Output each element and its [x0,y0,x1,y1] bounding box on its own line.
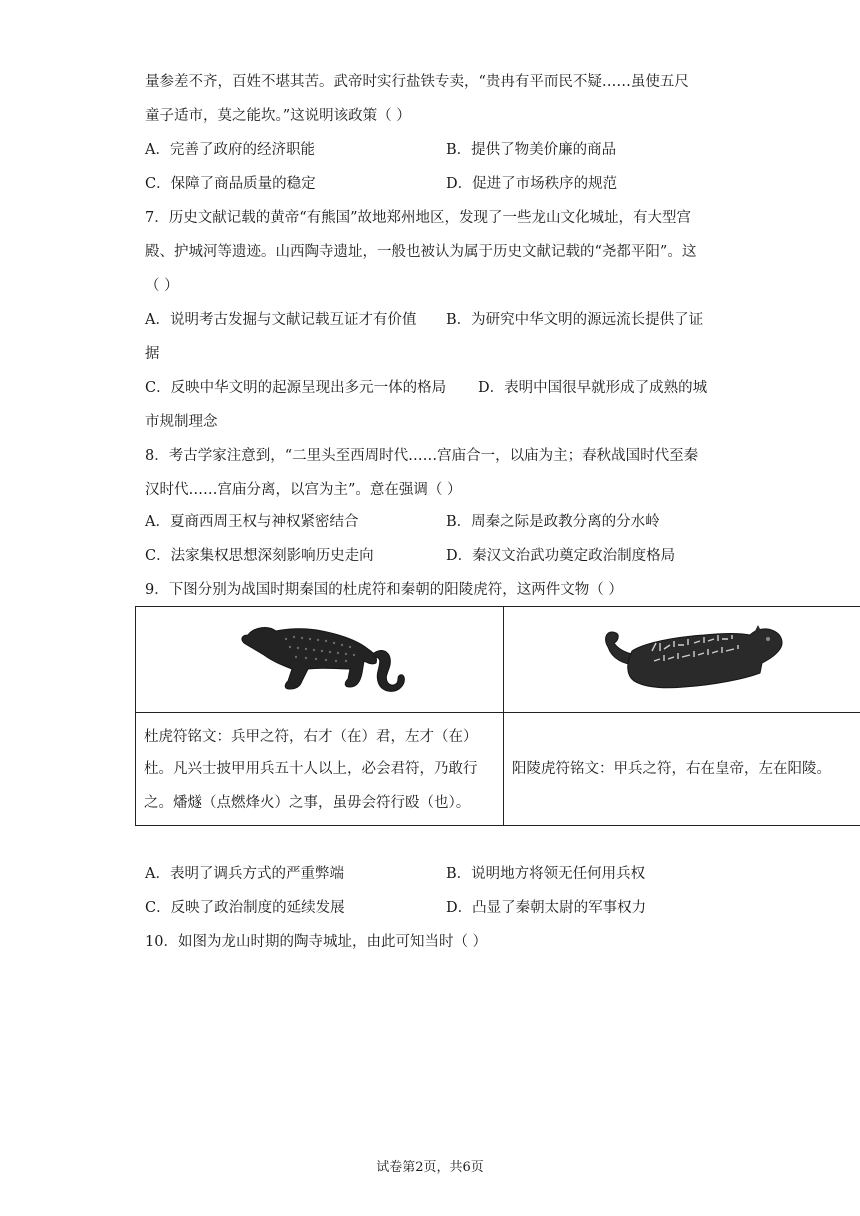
du-tiger-tally-inscription [136,713,504,826]
yangling-inscription-text: 阳陵虎符铭文：甲兵之符，右在皇帝，左在阳陵。 [512,761,831,777]
q6-stem-line1: 量参差不齐，百姓不堪其苦。武帝时实行盐铁专卖，“贵冉有平而民不疑……虽使五尺 [145,74,689,90]
q7-option-b-wrap: 据 [145,346,160,362]
q6-option-d: D．促进了市场秩序的规范 [446,176,618,192]
q8-option-d: D．秦汉文治武功奠定政治制度格局 [446,548,676,564]
q6-option-a: A．完善了政府的经济职能 [145,142,315,158]
q7-option-a: A．说明考古发掘与文献记载互证才有价值 [145,312,417,328]
q8-option-b: B．周秦之际是政教分离的分水岭 [446,514,660,530]
q7-stem-line2: 殿、护城河等遗迹。山西陶寺遗址，一般也被认为属于历史文献记载的“尧都平阳”。这 [145,244,697,260]
q9-option-d: D．凸显了秦朝太尉的军事权力 [446,900,647,916]
q7-stem-line1: 7．历史文献记载的黄帝“有熊国”故地郑州地区，发现了一些龙山文化城址，有大型宫 [145,210,692,226]
q7-option-b: B．为研究中华文明的源远流长提供了证 [446,312,704,328]
q9-option-a: A．表明了调兵方式的严重弊端 [145,866,344,882]
q8-stem-line1: 8．考古学家注意到，“二里头至西周时代……宫庙合一，以庙为主；春秋战国时代至秦 [145,448,699,464]
q9-option-b: B．说明地方将领无任何用兵权 [446,866,646,882]
q7-stem-line3: （ ） [145,278,179,294]
page-footer: 试卷第2页，共6页 [376,1160,484,1175]
yangling-tiger-tally-image [504,607,860,708]
q6-stem-line2: 童子适市，莫之能坎。”这说明该政策（ ） [145,108,411,124]
q6-option-c: C．保障了商品质量的稳定 [145,176,316,192]
du-inscription-line3: 之。燔燧（点燃烽火）之事，虽毋会符行殴（也）。 [144,795,471,811]
q10-stem: 10．如图为龙山时期的陶寺城址，由此可知当时（ ） [145,934,488,950]
q7-option-d: D．表明中国很早就形成了成熟的城 [478,380,708,396]
q7-option-d-wrap: 市规制理念 [145,414,218,430]
yangling-tiger-tally-image-cell [504,607,860,713]
du-tiger-tally-image [136,607,503,708]
artifact-table [135,606,860,826]
q9-option-c: C．反映了政治制度的延续发展 [145,900,345,916]
q8-stem-line2: 汉时代……宫庙分离，以宫为主”。意在强调（ ） [145,482,462,498]
q8-option-c: C．法家集权思想深刻影响历史走向 [145,548,374,564]
yangling-tiger-tally-inscription [504,713,860,826]
q6-option-b: B．提供了物美价廉的商品 [446,142,617,158]
du-inscription-line1: 杜虎符铭文：兵甲之符，右才（在）君，左才（在） [144,729,478,745]
du-inscription-line2: 杜。凡兴士披甲用兵五十人以上，必会君符，乃敢行 [144,761,478,777]
q9-stem: 9．下图分别为战国时期秦国的杜虎符和秦朝的阳陵虎符，这两件文物（ ） [145,582,623,598]
q7-option-c: C．反映中华文明的起源呈现出多元一体的格局 [145,380,447,396]
du-tiger-tally-image-cell [136,607,504,713]
q8-option-a: A．夏商西周王权与神权紧密结合 [145,514,359,530]
